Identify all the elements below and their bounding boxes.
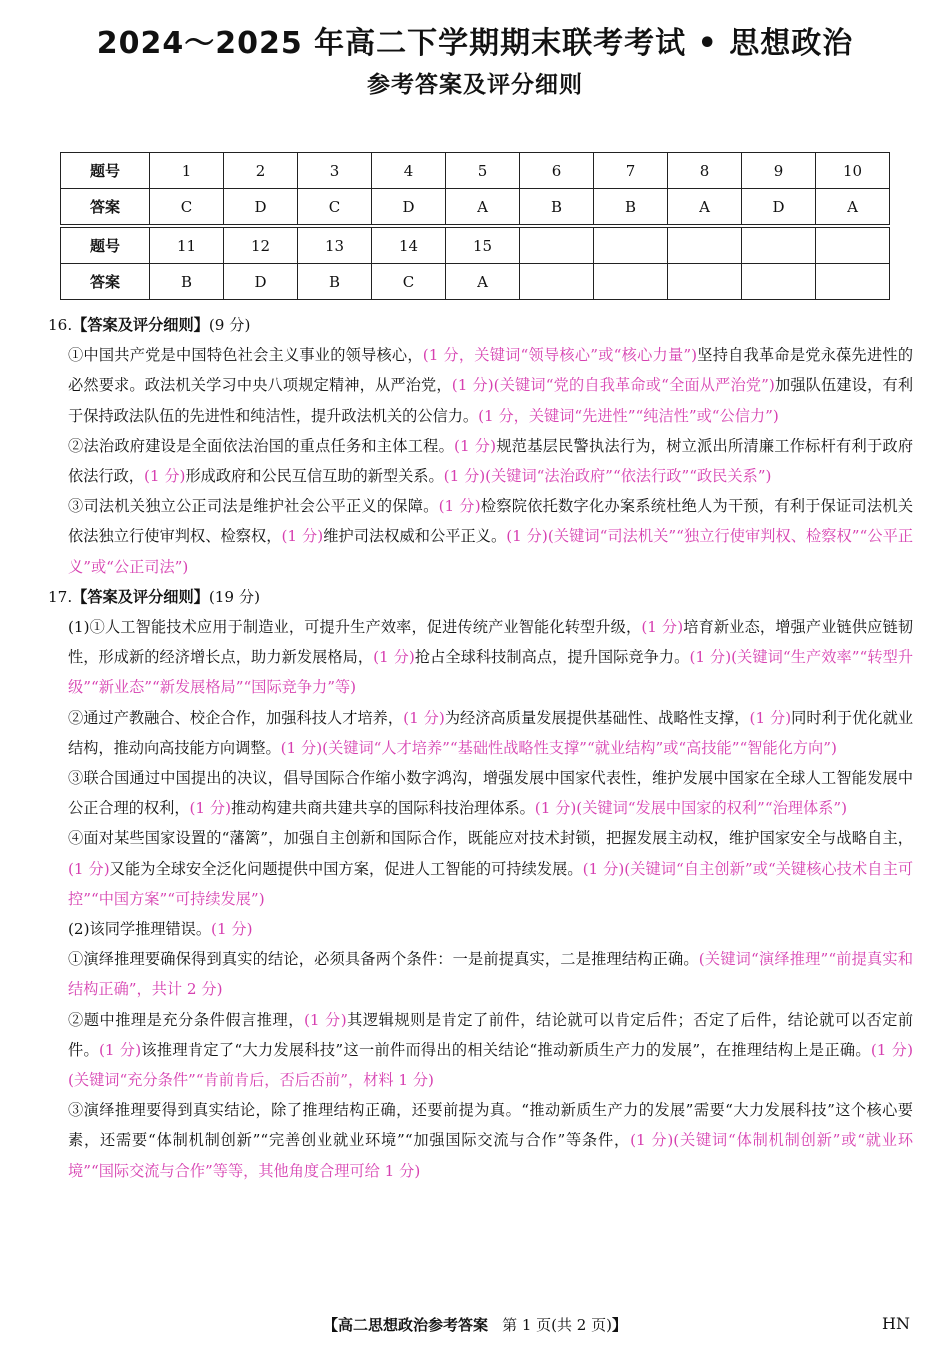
score-note: (1 分)(关键词“司法机关”“独立行使审判权、检察权”“公平正义”或“公正司法”)	[68, 527, 914, 576]
question-score: (9 分)	[208, 316, 251, 334]
score-note: (1 分)	[143, 467, 186, 486]
answer-text: 为经济高质量发展提供基础性、战略性支撑，	[444, 708, 750, 727]
answer-cell	[668, 226, 742, 264]
answer-cell: D	[372, 189, 446, 227]
answer-cell: 12	[224, 226, 298, 264]
answer-cell: C	[150, 189, 224, 227]
row-header: 题号	[61, 153, 150, 189]
score-note: (1 分，关键词“领导核心”或“核心力量”)	[422, 346, 698, 365]
score-note: (1 分)	[403, 708, 445, 727]
score-note: (关键词“演绎推理”“前提真实和结构正确”，共计 2 分)	[68, 950, 914, 999]
region-code: HN	[882, 1314, 910, 1333]
answer-paragraph	[68, 944, 913, 1004]
footer-bracket: 】	[611, 1316, 627, 1334]
score-note: (1 分)	[438, 497, 481, 516]
score-note: (1 分)(关键词“自主创新”或“关键核心技术自主可控”“中国方案”“可持续发展”)	[68, 859, 914, 908]
answer-cell: 3	[298, 153, 372, 189]
answer-cell	[594, 264, 668, 300]
score-note: (1 分)	[211, 920, 253, 939]
answer-cell: B	[594, 189, 668, 227]
answer-paragraph	[68, 431, 913, 491]
answer-text: (2)该同学推理错误。	[68, 920, 212, 939]
answer-content	[48, 310, 913, 1186]
answer-cell: C	[372, 264, 446, 300]
answer-cell	[742, 226, 816, 264]
answer-cell: 10	[816, 153, 890, 189]
row-header: 答案	[61, 264, 150, 300]
score-note: (1 分)	[68, 859, 110, 878]
score-note: (1 分)(关键词“充分条件”“肯前肯后，否后否前”，材料 1 分)	[68, 1040, 913, 1090]
answer-cell: D	[742, 189, 816, 227]
answer-text: 坚持自我革命是党永葆先进性的必然要求。政法机关学习中央八项规定精神，从严治党，	[68, 346, 914, 395]
score-note: (1 分)	[98, 1040, 142, 1059]
score-note: (1 分)(关键词“体制机制创新”或“就业环境”“国际交流与合作”等等，其他角度合理可给 1 分)	[68, 1131, 914, 1180]
answer-cell: 9	[742, 153, 816, 189]
score-note: (1 分)	[641, 618, 684, 637]
answer-paragraph	[68, 823, 913, 914]
answer-text: ④面对某些国家设置的“藩篱”，加强自主创新和国际合作，既能应对技术封锁，把握发展主动权，维护国家安全与战略自主，	[68, 829, 913, 848]
score-note: (1 分)(关键词“发展中国家的权利”“治理体系”)	[534, 799, 848, 818]
answer-text: 推动构建共商共建共享的国际科技治理体系。	[231, 799, 535, 818]
answer-text: ②通过产教融合、校企合作，加强科技人才培养，	[68, 708, 404, 727]
answer-text: ③司法机关独立公正司法是维护社会公平正义的保障。	[68, 497, 439, 516]
answer-table-row	[61, 264, 890, 300]
answer-cell: 5	[446, 153, 520, 189]
answer-text: 规范基层民警执法行为，树立派出所清廉工作标杆有利于政府依法行政，	[68, 436, 914, 486]
question-16-header	[48, 310, 913, 340]
answer-cell: 7	[594, 153, 668, 189]
answer-text: ③演绎推理要得到真实结论，除了推理结构正确，还要前提为真。“推动新质生产力的发展”需要“大力发展科技”这个核心要素，还需要“体制机制创新”“完善创业就业环境”“加强国际交流与合作”等条件，	[68, 1101, 913, 1150]
answer-cell: 11	[150, 226, 224, 264]
score-note: (1 分，关键词“先进性”“纯洁性”或“公信力”)	[478, 406, 779, 425]
score-note: (1 分)	[454, 436, 497, 455]
answer-cell: 15	[446, 226, 520, 264]
score-note: (1 分)(关键词“生产效率”“转型升级”“新业态”“新发展格局”“国际竞争力”等)	[68, 648, 914, 697]
answer-paragraph	[68, 340, 913, 431]
answer-cell	[520, 264, 594, 300]
answer-table-row	[61, 189, 890, 227]
answer-cell: A	[446, 189, 520, 227]
page-title: 2024～2025 年高二下学期期末联考考试 • 思想政治	[96, 26, 854, 61]
answer-cell: 2	[224, 153, 298, 189]
page-footer	[0, 1314, 950, 1335]
row-header: 答案	[61, 189, 150, 227]
answer-cell	[816, 264, 890, 300]
answer-text: 又能为全球安全泛化问题提供中国方案，促进人工智能的可持续发展。	[109, 859, 583, 878]
answer-text: ③联合国通过中国提出的决议，倡导国际合作缩小数字鸿沟，增强发展中国家代表性，维护发展中国家在全球人工智能发展中公正合理的权利，	[68, 769, 913, 818]
answer-paragraph	[68, 914, 913, 944]
question-heading: 【答案及评分细则】	[72, 587, 209, 606]
answer-cell: 1	[150, 153, 224, 189]
footer-page-number: 第 1 页(共 2 页)	[502, 1316, 612, 1334]
answer-cell: 14	[372, 226, 446, 264]
answer-cell: 6	[520, 153, 594, 189]
answer-text: ②题中推理是充分条件假言推理，	[68, 1010, 304, 1029]
answer-cell: A	[668, 189, 742, 227]
answer-cell	[594, 226, 668, 264]
answer-paragraph	[68, 612, 913, 703]
score-note: (1 分)(关键词“党的自我革命或“全面从严治党”)	[451, 376, 775, 395]
answer-text: 检察院依托数字化办案系统杜绝人为干预，有利于保证司法机关依法独立行使审判权、检察权，	[68, 497, 914, 546]
score-note: (1 分)	[373, 648, 415, 667]
answer-text: 形成政府和公民互信互助的新型关系。	[185, 467, 444, 486]
answer-cell: B	[150, 264, 224, 300]
question-17-header	[48, 582, 913, 612]
answer-cell: A	[446, 264, 520, 300]
answer-cell	[668, 264, 742, 300]
answer-text: 培育新业态，增强产业链供应链韧性，形成新的经济增长点，助力新发展格局，	[68, 618, 914, 667]
answer-table	[60, 152, 890, 300]
answer-text: 抢占全球科技制高点，提升国际竞争力。	[414, 648, 690, 667]
score-note: (1 分)	[304, 1010, 347, 1029]
score-note: (1 分)	[189, 799, 232, 818]
answer-cell	[816, 226, 890, 264]
question-score: (19 分)	[208, 587, 261, 606]
question-17-body	[48, 612, 913, 1186]
answer-cell	[742, 264, 816, 300]
row-header: 题号	[61, 226, 150, 264]
answer-paragraph	[68, 1005, 913, 1096]
answer-paragraph	[68, 1095, 913, 1186]
answer-text: 维护司法权威和公平正义。	[323, 527, 507, 546]
question-number: 16.	[48, 316, 73, 334]
answer-cell: D	[224, 189, 298, 227]
answer-text: ②法治政府建设是全面依法治国的重点任务和主体工程。	[68, 436, 455, 455]
score-note: (1 分)	[749, 708, 792, 727]
page-subtitle: 参考答案及评分细则	[367, 72, 583, 98]
answer-text: 同时利于优化就业结构，推动向高技能方向调整。	[68, 708, 914, 757]
footer-label: 【高二思想政治参考答案	[323, 1316, 489, 1334]
answer-text: 该推理肯定了“大力发展科技”这一前件而得出的相关结论“推动新质生产力的发展”，在推理结构上是正确。	[141, 1040, 871, 1059]
question-heading: 【答案及评分细则】	[72, 316, 209, 334]
score-note: (1 分)	[281, 527, 324, 546]
answer-cell: D	[224, 264, 298, 300]
answer-cell: 8	[668, 153, 742, 189]
answer-paragraph	[68, 703, 913, 763]
question-number: 17.	[48, 587, 73, 606]
answer-text: 加强队伍建设，有利于保持政法队伍的先进性和纯洁性，提升政法机关的公信力。	[68, 376, 914, 425]
score-note: (1 分)(关键词“法治政府”“依法行政”“政民关系”)	[443, 467, 772, 486]
answer-text: ①中国共产党是中国特色社会主义事业的领导核心，	[68, 346, 423, 365]
answer-table-row	[61, 226, 890, 264]
answer-cell: C	[298, 189, 372, 227]
answer-cell: A	[816, 189, 890, 227]
answer-cell: 13	[298, 226, 372, 264]
score-note: (1 分)(关键词“人才培养”“基础性战略性支撑”“就业结构”或“高技能”“智能化方向”)	[280, 738, 837, 757]
answer-paragraph	[68, 763, 913, 823]
answer-cell	[520, 226, 594, 264]
answer-paragraph	[68, 491, 913, 582]
answer-text: 其逻辑规则是肯定了前件，结论就可以肯定后件；否定了后件，结论就可以否定前件。	[68, 1010, 914, 1059]
answer-cell: 4	[372, 153, 446, 189]
answer-cell: B	[520, 189, 594, 227]
question-16-body	[48, 340, 913, 582]
answer-text: ①演绎推理要确保得到真实的结论，必须具备两个条件：一是前提真实，二是推理结构正确。	[68, 950, 699, 969]
answer-cell: B	[298, 264, 372, 300]
answer-text: (1)①人工智能技术应用于制造业，可提升生产效率，促进传统产业智能化转型升级，	[68, 618, 642, 637]
answer-table-row	[61, 153, 890, 189]
